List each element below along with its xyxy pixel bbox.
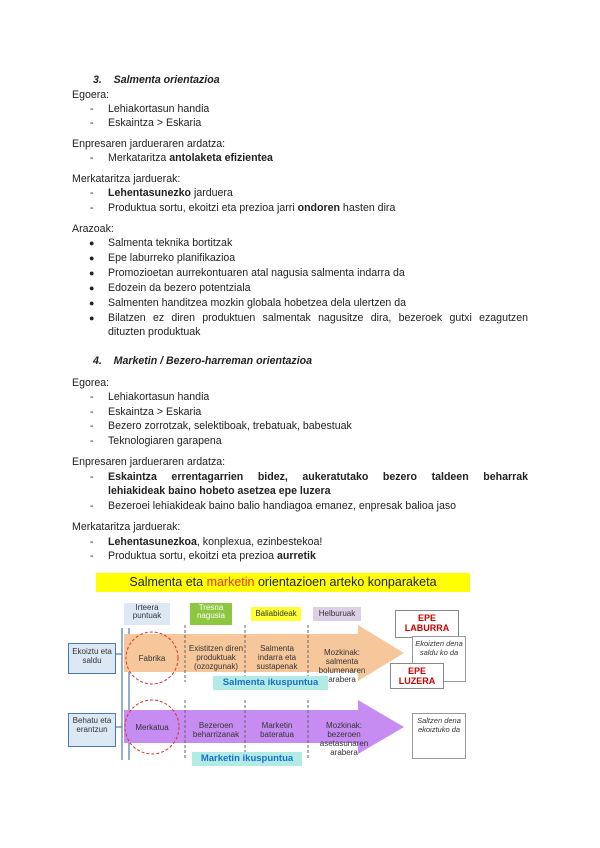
text: Produktua sortu, ekoitzi eta prezioa — [108, 550, 278, 562]
tresna-header: Tresna nagusia — [196, 603, 226, 620]
dot-bullet: ● — [89, 298, 95, 308]
section-3-heading — [93, 74, 220, 87]
dash-bullet: - — [90, 117, 94, 129]
list-item — [108, 202, 395, 215]
marketin-ikuspuntua-label: Marketin ikuspuntua — [192, 752, 302, 766]
list-item — [108, 550, 316, 563]
dash-bullet: - — [90, 500, 94, 512]
row1-col2: Existitzen diren produktuak (ozozgunak) — [188, 644, 244, 671]
title-highlight: marketin — [206, 575, 255, 589]
irteera-header: Irteera puntuak — [132, 603, 162, 620]
dot-bullet: ● — [89, 238, 95, 248]
diagram-title — [96, 573, 470, 592]
dash-bullet: - — [90, 187, 94, 199]
row1-col3: Salmenta indarra eta sustapenak — [256, 644, 298, 671]
list-item: Epe laburreko planifikazioa — [108, 252, 236, 264]
comparison-diagram — [68, 570, 474, 770]
dash-bullet: - — [90, 550, 94, 562]
list-item — [108, 152, 273, 165]
jarduerak-label: Merkataritza jarduerak: — [72, 521, 181, 533]
text: , konplexua, ezinbestekoa! — [196, 536, 323, 548]
dash-bullet: - — [90, 435, 94, 447]
arazoak-label: Arazoak: — [72, 223, 114, 235]
row1-col4: Mozkinak: salmenta bolumenaren arabera — [318, 648, 366, 684]
text: Merkataritza — [108, 152, 170, 164]
dash-bullet: - — [90, 103, 94, 115]
bold-text: aurretik — [277, 550, 316, 562]
bold-text: ondoren — [297, 202, 340, 214]
row2-col2: Bezeroen beharrizanak — [192, 721, 240, 739]
row2-col4: Mozkinak: bezeroen asetasunaren arabera — [319, 721, 369, 757]
baliabideak-header: Baliabideak — [255, 609, 297, 618]
dash-bullet: - — [90, 391, 94, 403]
dash-bullet: - — [90, 471, 94, 483]
list-item: Bezero zorrotzak, selektiboak, trebatuak, babestuak — [108, 420, 352, 432]
dash-bullet: - — [90, 420, 94, 432]
fabrika-label: Fabrika — [138, 654, 166, 663]
text: jarduera — [191, 187, 233, 199]
ardatza-label: Enpresaren jardueraren ardatza: — [72, 456, 226, 468]
jarduerak-label: Merkataritza jarduerak: — [72, 173, 181, 185]
list-item: Promozioetan aurrekontuaren atal nagusia salmenta indarra da — [108, 267, 405, 279]
row1-side-note: Ekoizten dena saldu ko da — [412, 636, 466, 682]
list-item: Edozein da bezero potentziala — [108, 282, 251, 294]
bold-text: Lehentasunezkoa — [108, 536, 197, 548]
list-item: Lehiakortasun handia — [108, 391, 210, 403]
list-item: Salmenta teknika bortitzak — [108, 237, 233, 249]
dash-bullet: - — [90, 536, 94, 548]
list-item — [108, 187, 233, 200]
egorea-label: Egorea: — [72, 377, 110, 389]
dot-bullet: ● — [89, 253, 95, 263]
section-number: 3. — [93, 74, 102, 86]
dash-bullet: - — [90, 406, 94, 418]
helburuak-header: Helburuak — [318, 609, 356, 618]
row2-side-note: Saltzen dena ekoiztuko da — [412, 713, 466, 759]
section-title: Salmenta orientazioa — [113, 74, 220, 86]
behatu-label: Behatu eta erantzun — [68, 713, 116, 747]
title-text: orientazioen arteko konparaketa — [254, 575, 437, 589]
list-item: Eskaintza > Eskaria — [108, 406, 202, 418]
bold-text: Lehentasunezko — [108, 187, 192, 199]
list-item: Bezeroei lehiakideak baino balio handiagoa emanez, enpresak balioa jaso — [108, 500, 457, 512]
dot-bullet: ● — [89, 268, 95, 278]
list-item: Eskaintza errentagarrien bidez, aukeratutako bezero taldeen beharrak — [108, 471, 528, 483]
text: hasten dira — [339, 202, 396, 214]
epe-luzera-box: EPE LUZERA — [390, 663, 444, 689]
section-number: 4. — [93, 355, 102, 367]
egoera-label: Egoera: — [72, 89, 110, 101]
list-item: Teknologiaren garapena — [108, 435, 222, 447]
section-title: Marketin / Bezero-harreman orientazioa — [113, 355, 313, 367]
bold-text: antolaketa efizientea — [169, 152, 273, 164]
text: Produktua sortu, ekoitzi eta prezioa jarri — [108, 202, 298, 214]
salmenta-ikuspuntua-label: Salmenta ikuspuntua — [213, 676, 328, 690]
ardatza-label: Enpresaren jardueraren ardatza: — [72, 138, 226, 150]
dot-bullet: ● — [89, 313, 95, 323]
dash-bullet: - — [90, 202, 94, 214]
list-item: Salmenten handitzea mozkin globala hobetzea dela ulertzen da — [108, 297, 407, 309]
list-item-continuation: lehiakideak baino hobeto asetzea epe luzera — [108, 485, 331, 497]
list-item-continuation: dituzten produktuak — [108, 326, 201, 338]
title-text: Salmenta eta — [129, 575, 207, 589]
dot-bullet: ● — [89, 283, 95, 293]
list-item: Lehiakortasun handia — [108, 103, 210, 115]
epe-laburra-box: EPE LABURRA — [395, 610, 459, 638]
list-item: Eskaintza > Eskaria — [108, 117, 202, 129]
row2-col3: Marketin bateratua — [260, 721, 294, 739]
list-item — [108, 536, 322, 549]
merkatua-label: Merkatua — [135, 723, 169, 732]
dash-bullet: - — [90, 152, 94, 164]
section-4-heading — [93, 355, 312, 368]
list-item: Bilatzen ez diren produktuen salmentak nagusitze dira, bezeroek gutxi ezagutzen — [108, 312, 528, 324]
ekoiztu-label: Ekoiztu eta saldu — [68, 643, 116, 674]
